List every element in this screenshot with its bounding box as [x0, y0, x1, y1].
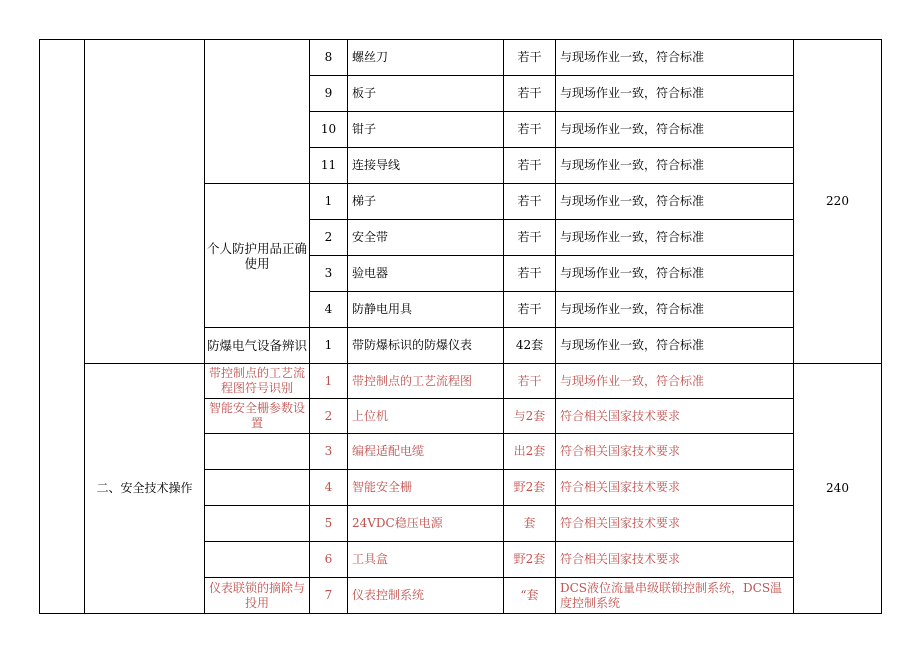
item-name: 安全带 — [348, 220, 504, 256]
item-quantity: 若干 — [504, 256, 556, 292]
item-quantity: 若干 — [504, 76, 556, 112]
item-quantity: 套 — [504, 506, 556, 542]
item-quantity: 若干 — [504, 148, 556, 184]
item-name: 24VDC稳压电源 — [348, 506, 504, 542]
item-name: 上位机 — [348, 399, 504, 434]
item-requirement: 符合相关国家技术要求 — [556, 434, 794, 470]
item-number: 6 — [310, 542, 348, 578]
item-quantity: 与2套 — [504, 399, 556, 434]
item-name: 螺丝刀 — [348, 40, 504, 76]
section-title: 二、安全技术操作 — [85, 364, 205, 614]
item-quantity: 若干 — [504, 292, 556, 328]
item-requirement: 符合相关国家技术要求 — [556, 399, 794, 434]
item-quantity: 若干 — [504, 40, 556, 76]
item-number: 4 — [310, 470, 348, 506]
group-cell-blank — [205, 470, 310, 506]
item-requirement: 符合相关国家技术要求 — [556, 542, 794, 578]
item-quantity: 若干 — [504, 364, 556, 399]
item-name: 带控制点的工艺流程图 — [348, 364, 504, 399]
table-row — [40, 40, 882, 76]
item-requirement: 与现场作业一致，符合标准 — [556, 292, 794, 328]
group-flow-diagram: 带控制点的工艺流程图符号识别 — [205, 364, 310, 399]
item-name: 编程适配电缆 — [348, 434, 504, 470]
item-number: 10 — [310, 112, 348, 148]
item-quantity: 若干 — [504, 220, 556, 256]
group-cell-blank — [205, 542, 310, 578]
item-quantity: 42套 — [504, 328, 556, 364]
item-number: 1 — [310, 184, 348, 220]
item-quantity: 若干 — [504, 184, 556, 220]
score-cell: 220 — [794, 40, 882, 364]
item-requirement: 与现场作业一致，符合标准 — [556, 256, 794, 292]
item-number: 1 — [310, 364, 348, 399]
group-safety-barrier: 智能安全栅参数设置 — [205, 399, 310, 434]
group-cell-blank — [205, 434, 310, 470]
item-name: 带防爆标识的防爆仪表 — [348, 328, 504, 364]
item-requirement: 与现场作业一致，符合标准 — [556, 112, 794, 148]
index-column — [40, 40, 85, 614]
table-row — [40, 364, 882, 399]
item-number: 7 — [310, 578, 348, 614]
group-interlock: 仪表联锁的摘除与投用 — [205, 578, 310, 614]
item-number: 1 — [310, 328, 348, 364]
item-requirement: 与现场作业一致，符合标准 — [556, 220, 794, 256]
item-requirement: 符合相关国家技术要求 — [556, 470, 794, 506]
item-number: 8 — [310, 40, 348, 76]
item-name: 工具盒 — [348, 542, 504, 578]
group-cell-blank — [205, 506, 310, 542]
item-name: 智能安全栅 — [348, 470, 504, 506]
item-number: 3 — [310, 434, 348, 470]
item-number: 9 — [310, 76, 348, 112]
item-quantity: 野2套 — [504, 470, 556, 506]
item-requirement: 与现场作业一致，符合标准 — [556, 148, 794, 184]
group-ppe: 个人防护用品正确使用 — [205, 184, 310, 328]
item-requirement: 与现场作业一致，符合标准 — [556, 364, 794, 399]
item-requirement: 与现场作业一致，符合标准 — [556, 328, 794, 364]
item-quantity: “套 — [504, 578, 556, 614]
item-quantity: 出2套 — [504, 434, 556, 470]
item-number: 3 — [310, 256, 348, 292]
item-number: 5 — [310, 506, 348, 542]
item-name: 验电器 — [348, 256, 504, 292]
item-number: 2 — [310, 399, 348, 434]
item-requirement: 与现场作业一致，符合标准 — [556, 184, 794, 220]
item-name: 板子 — [348, 76, 504, 112]
item-number: 11 — [310, 148, 348, 184]
item-quantity: 野2套 — [504, 542, 556, 578]
item-requirement: 与现场作业一致，符合标准 — [556, 76, 794, 112]
score-cell: 240 — [794, 364, 882, 614]
section-cell-blank — [85, 40, 205, 364]
item-requirement: 符合相关国家技术要求 — [556, 506, 794, 542]
equipment-table — [39, 39, 882, 614]
item-name: 连接导线 — [348, 148, 504, 184]
item-requirement: DCS液位流量串级联锁控制系统，DCS温度控制系统 — [556, 578, 794, 614]
item-requirement: 与现场作业一致，符合标准 — [556, 40, 794, 76]
item-name: 防静电用具 — [348, 292, 504, 328]
item-name: 仪表控制系统 — [348, 578, 504, 614]
item-name: 钳子 — [348, 112, 504, 148]
item-quantity: 若干 — [504, 112, 556, 148]
item-number: 2 — [310, 220, 348, 256]
item-name: 梯子 — [348, 184, 504, 220]
group-explosion-proof: 防爆电气设备辨识 — [205, 328, 310, 364]
item-number: 4 — [310, 292, 348, 328]
group-cell-blank — [205, 40, 310, 184]
